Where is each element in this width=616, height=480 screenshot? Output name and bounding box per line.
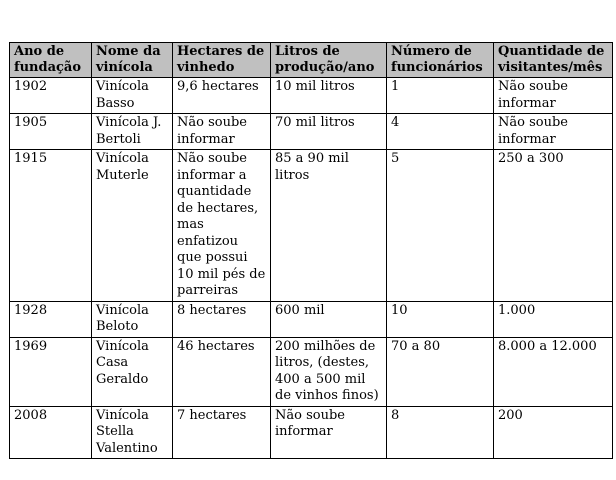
cell-employees: 1 bbox=[387, 78, 494, 114]
table-row bbox=[10, 337, 613, 406]
cell-production-liters: 10 mil litros bbox=[271, 78, 387, 114]
header-monthly-visitors: Quantidade de visitantes/mês bbox=[494, 43, 613, 78]
cell-vineyard-hectares: 9,6 hectares bbox=[173, 78, 271, 114]
cell-winery-name: Vinícola Stella Valentino bbox=[92, 406, 173, 459]
cell-monthly-visitors: 250 a 300 bbox=[494, 150, 613, 302]
cell-founding-year: 2008 bbox=[10, 406, 92, 459]
cell-employees: 5 bbox=[387, 150, 494, 302]
cell-vineyard-hectares: Não soube informar a quantidade de hectares, mas enfatizou que possui 10 mil pés de parreiras bbox=[173, 150, 271, 302]
cell-vineyard-hectares: 46 hectares bbox=[173, 337, 271, 406]
cell-production-liters: 200 milhões de litros, (destes, 400 a 500 mil de vinhos finos) bbox=[271, 337, 387, 406]
cell-production-liters: 70 mil litros bbox=[271, 114, 387, 150]
cell-founding-year: 1928 bbox=[10, 301, 92, 337]
cell-production-liters: Não soube informar bbox=[271, 406, 387, 459]
table-header-row bbox=[10, 43, 613, 78]
cell-production-liters: 85 a 90 mil litros bbox=[271, 150, 387, 302]
cell-winery-name: Vinícola J. Bertoli bbox=[92, 114, 173, 150]
header-vineyard-hectares: Hectares de vinhedo bbox=[173, 43, 271, 78]
cell-monthly-visitors: Não soube informar bbox=[494, 78, 613, 114]
header-winery-name: Nome da vinícola bbox=[92, 43, 173, 78]
cell-founding-year: 1915 bbox=[10, 150, 92, 302]
header-employees: Número de funcionários bbox=[387, 43, 494, 78]
header-founding-year: Ano de fundação bbox=[10, 43, 92, 78]
cell-winery-name: Vinícola Beloto bbox=[92, 301, 173, 337]
cell-employees: 70 a 80 bbox=[387, 337, 494, 406]
cell-monthly-visitors: 8.000 a 12.000 bbox=[494, 337, 613, 406]
cell-employees: 8 bbox=[387, 406, 494, 459]
table-row bbox=[10, 406, 613, 459]
cell-employees: 10 bbox=[387, 301, 494, 337]
cell-founding-year: 1969 bbox=[10, 337, 92, 406]
wineries-table bbox=[9, 42, 613, 459]
cell-winery-name: Vinícola Basso bbox=[92, 78, 173, 114]
cell-winery-name: Vinícola Muterle bbox=[92, 150, 173, 302]
table-row bbox=[10, 114, 613, 150]
cell-vineyard-hectares: Não soube informar bbox=[173, 114, 271, 150]
table-row bbox=[10, 78, 613, 114]
cell-monthly-visitors: 200 bbox=[494, 406, 613, 459]
cell-founding-year: 1902 bbox=[10, 78, 92, 114]
cell-founding-year: 1905 bbox=[10, 114, 92, 150]
cell-production-liters: 600 mil bbox=[271, 301, 387, 337]
cell-winery-name: Vinícola Casa Geraldo bbox=[92, 337, 173, 406]
cell-monthly-visitors: 1.000 bbox=[494, 301, 613, 337]
cell-employees: 4 bbox=[387, 114, 494, 150]
header-production-liters: Litros de produção/ano bbox=[271, 43, 387, 78]
cell-vineyard-hectares: 8 hectares bbox=[173, 301, 271, 337]
table-row bbox=[10, 150, 613, 302]
cell-vineyard-hectares: 7 hectares bbox=[173, 406, 271, 459]
table-row bbox=[10, 301, 613, 337]
cell-monthly-visitors: Não soube informar bbox=[494, 114, 613, 150]
